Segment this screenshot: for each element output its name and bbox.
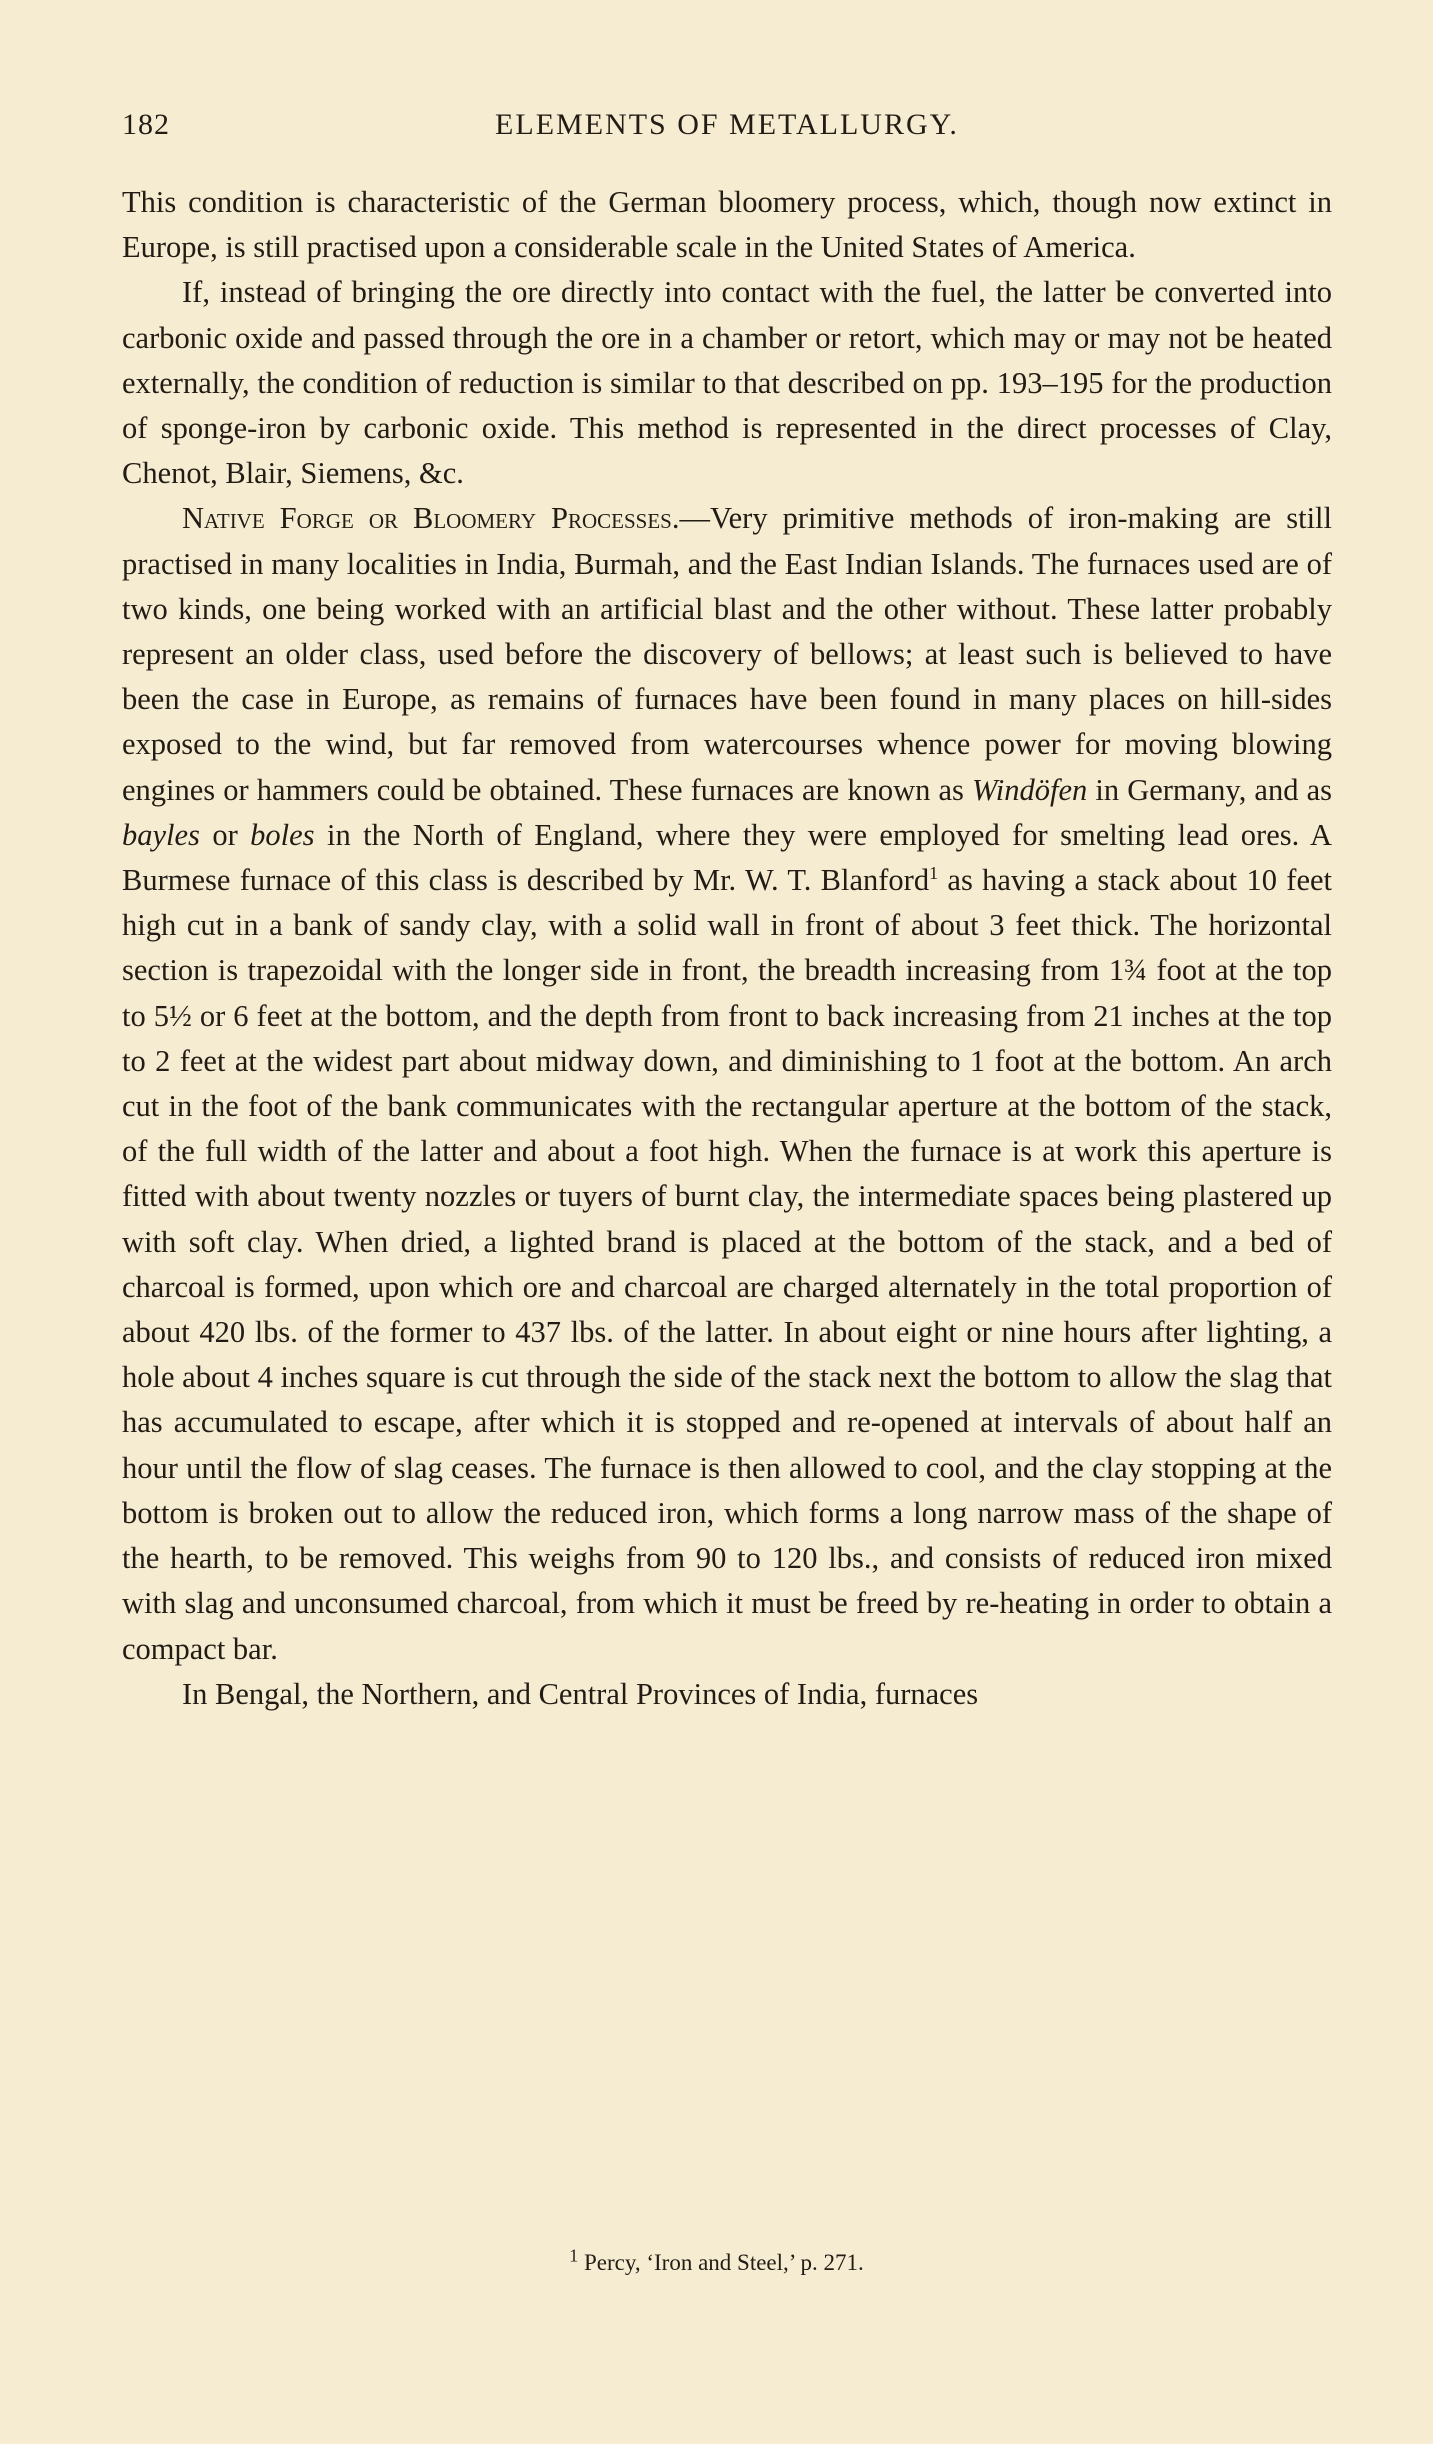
section-heading: Native Forge or Bloomery Processes. [182,501,680,536]
body-text [122,180,1332,1717]
page-number: 182 [122,108,170,141]
footnote-marker: 1 [569,2245,579,2266]
paragraph-3-text-d: in the North of England, where they were employed for smelting lead ores. A Burmese furnace of this class is described by Mr. W. T. Blanford [122,817,1332,898]
paragraph-3-text-a: —Very primitive methods of iron-making are still practised in many localities in India, Burmah, and the East Indian Islands. The furnaces used are of two kinds, one being worked with an artificial blast and the other without. These latter probably represent an older class, used before the discovery of bellows; at least such is believed to have been the case in Europe, as remains of furnaces have been found in many places on hill-sides exposed to the wind, but far removed from watercourses whence power for moving blowing engines or hammers could be obtained. These furnaces are known as [122,501,1332,807]
footnote [0,2245,1433,2276]
running-head: ELEMENTS OF METALLURGY. [495,108,959,141]
footnote-reference: 1 [929,862,939,883]
paragraph-3-text-c: or [199,817,251,852]
paragraph-1: This condition is characteristic of the German bloomery process, which, though now extinct in Europe, is still practised upon a considerable scale in the United States of America. [122,185,1332,265]
paragraph-4: In Bengal, the Northern, and Central Provinces of India, furnaces [182,1676,979,1711]
paragraph-2: If, instead of bringing the ore directly into contact with the fuel, the latter be converted into carbonic oxide and passed through the ore in a chamber or retort, which may or may not be heated externally, the condition of reduction is similar to that described on pp. 193–195 for the production of sponge-iron by carbonic oxide. This method is represented in the direct processes of Clay, Chenot, Blair, Siemens, &c. [122,275,1332,491]
paragraph-3-text-b: in Germany, and as [1087,772,1332,807]
page-header [122,108,1332,158]
paragraph-3-text-e: as having a stack about 10 feet high cut in a bank of sandy clay, with a solid wall in front of about 3 feet thick. The horizontal section is trapezoidal with the longer side in front, the breadth increasing from 1¾ foot at the top to 5½ or 6 feet at the bottom, and the depth from front to back increasing from 21 inches at the top to 2 feet at the widest part about midway down, and diminishing to 1 foot at the bottom. An arch cut in the foot of the bank communicates with the rectangular aperture at the bottom of the stack, of the full width of the latter and about a foot high. When the furnace is at work this aperture is fitted with about twenty nozzles or tuyers of burnt clay, the intermediate spaces being plastered up with soft clay. When dried, a lighted brand is placed at the bottom of the stack, and a bed of charcoal is formed, upon which ore and charcoal are charged alternately in the total proportion of about 420 lbs. of the former to 437 lbs. of the latter. In about eight or nine hours after lighting, a hole about 4 inches square is cut through the side of the stack next the bottom to allow the slag that has accumulated to escape, after which it is stopped and re-opened at intervals of about half an hour until the flow of slag ceases. The furnace is then allowed to cool, and the clay stopping at the bottom is broken out to allow the reduced iron, which forms a long narrow mass of the shape of the hearth, to be removed. This weighs from 90 to 120 lbs., and consists of reduced iron mixed with slag and unconsumed charcoal, from which it must be freed by re-heating in order to obtain a compact bar. [122,863,1332,1666]
term-bayles: bayles [122,817,200,852]
term-windofen: Windöfen [972,772,1088,807]
paragraph-3 [122,496,1332,1671]
footnote-text: Percy, ‘Iron and Steel,’ p. 271. [578,2250,864,2275]
term-boles: boles [250,817,315,852]
